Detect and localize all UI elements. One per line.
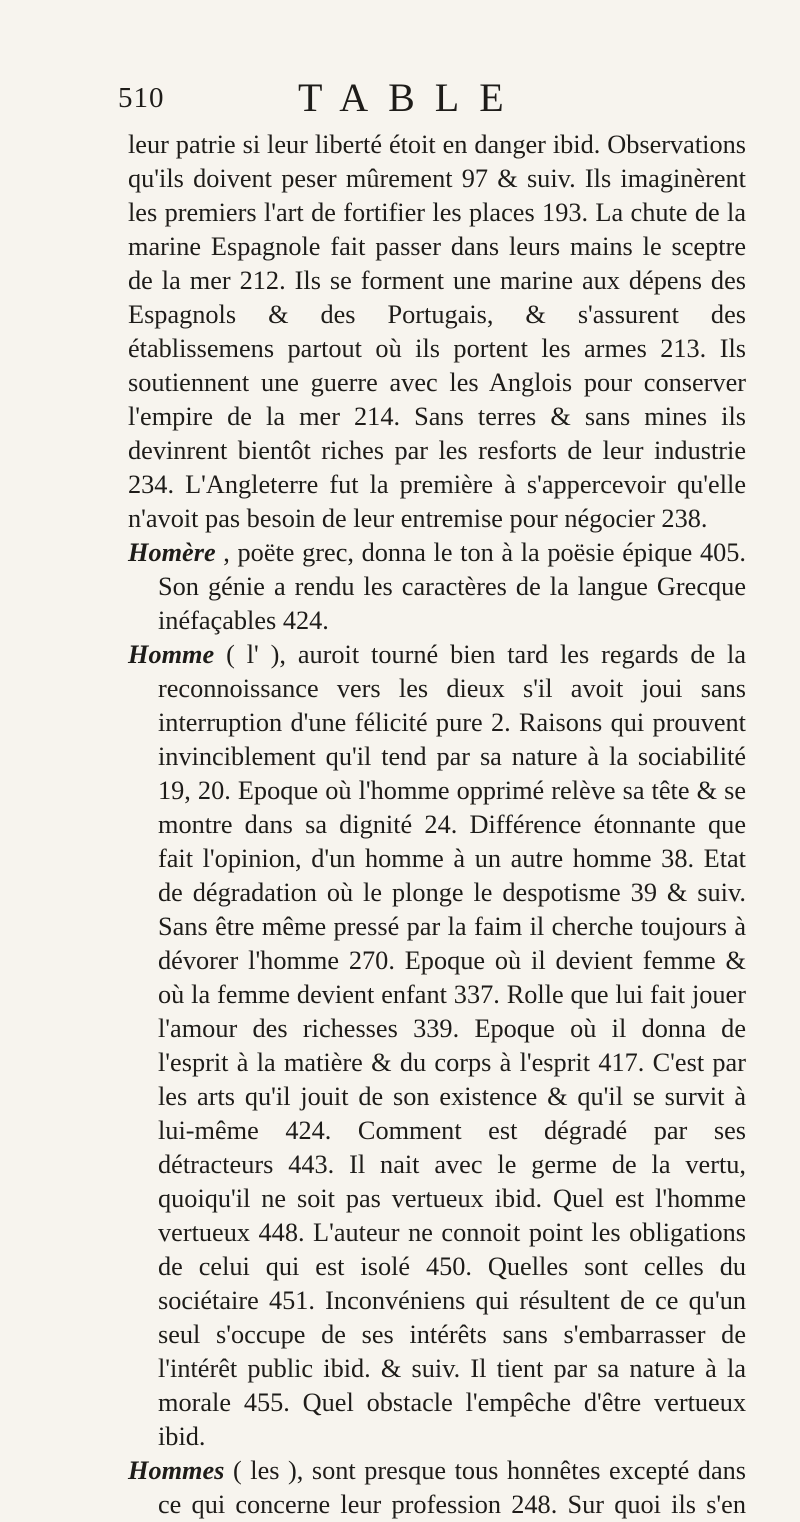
entry-text: ( l' ), auroit tourné bien tard les regards de la reconnoissance vers les dieux s'il avoit joui sans interruption d'une félicité pure 2. Raisons qui prouvent invinciblement qu'il tend par sa nature à la sociabilité 19, 20. Epoque où l'homme opprimé relève sa tête & se montre dans sa dignité 24. Différence étonnante que fait l'opinion, d'un homme à un autre homme 38. Etat de dégradation où le plonge le despotisme 39 & suiv. Sans être même pressé par la faim il cherche toujours à dévorer l'homme 270. Epoque où il devient femme & où la femme devient enfant 337. Rolle que lui fait jouer l'amour des richesses 339. Epoque où il donna de l'esprit à la matière & du corps à l'esprit 417. C'est par les arts qu'il jouit de son existence & qu'il se survit à lui-même 424. Comment est dégradé par ses détracteurs 443. Il nait avec le germe de la vertu, quoiqu'il ne soit pas vertueux ibid. Quel est l'homme vertueux 448. L'auteur ne connoit point les obligations de celui qui est isolé 450. Quelles sont celles du sociétaire 451. Inconvéniens qui résultent de ce qu'un seul s'occupe de ses intérêts sans s'embarrasser de l'intérêt public ibid. & suiv. Il tient par sa nature à la morale 455. Quel obstacle l'empêche d'être vertueux ibid. — [158, 640, 746, 1451]
index-entry-homme — [128, 638, 746, 1454]
entry-headword: Homère — [128, 538, 216, 567]
index-body — [128, 128, 746, 1522]
index-entry-hommes — [128, 1454, 746, 1522]
index-entry-homere — [128, 536, 746, 638]
page-number: 510 — [118, 82, 165, 114]
index-entry-continuation — [128, 128, 746, 536]
entry-headword: Hommes — [128, 1456, 225, 1485]
entry-text: leur patrie si leur liberté étoit en danger ibid. Observations qu'ils doivent peser mûrement 97 & suiv. Ils imaginèrent les premiers l'art de fortifier les places 193. La chute de la marine Espagnole fait passer dans leurs mains le sceptre de la mer 212. Ils se forment une marine aux dépens des Espagnols & des Portugais, & s'assurent des établissemens partout où ils portent les armes 213. Ils soutiennent une guerre avec les Anglois pour conserver l'empire de la mer 214. Sans terres & sans mines ils devinrent bientôt riches par les resforts de leur industrie 234. L'Angleterre fut la première à s'appercevoir qu'elle n'avoit pas besoin de leur entremise pour négocier 238. — [128, 130, 746, 533]
page-header — [118, 74, 738, 124]
entry-text: ( les ), sont presque tous honnêtes excepté dans ce qui concerne leur profession 248. Sur quoi ils s'en — [158, 1456, 746, 1519]
entry-headword: Homme — [128, 640, 215, 669]
entry-text: , poëte grec, donna le ton à la poësie épique 405. Son génie a rendu les caractères de la langue Grecque inéfaçables 424. — [158, 538, 746, 635]
running-title: TABLE — [298, 75, 524, 120]
